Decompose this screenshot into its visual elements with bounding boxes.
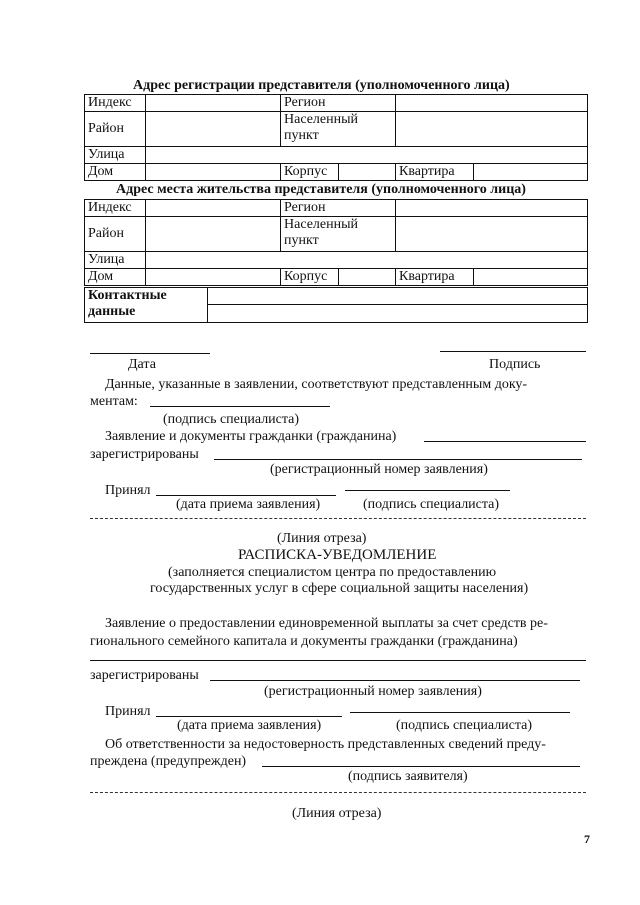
cut-line-bottom bbox=[90, 792, 586, 793]
house-label: Дом bbox=[85, 269, 146, 286]
receipt-body-line2: гионального семейного капитала и документы гражданки (гражданина) bbox=[90, 634, 518, 649]
receipt-subtitle-line1: (заполняется специалистом центра по предоставлению bbox=[168, 565, 497, 580]
receipt-acceptance-date-caption: (дата приема заявления) bbox=[177, 718, 322, 733]
receipt-citizen-name-line[interactable] bbox=[90, 660, 586, 661]
receipt-title: РАСПИСКА-УВЕДОМЛЕНИЕ bbox=[238, 547, 437, 563]
residence-address-title: Адрес места жительства представителя (уполномоченного лица) bbox=[116, 182, 526, 197]
building-label: Корпус bbox=[281, 269, 396, 286]
cut-line-top bbox=[90, 518, 586, 519]
signature-line[interactable] bbox=[440, 351, 586, 352]
district-label: Район bbox=[85, 217, 146, 252]
specialist-signature-line[interactable] bbox=[150, 406, 330, 407]
acceptance-date-caption: (дата приема заявления) bbox=[176, 497, 321, 512]
index-field[interactable] bbox=[146, 200, 281, 217]
index-label: Индекс bbox=[85, 200, 146, 217]
applicant-signature-caption: (подпись заявителя) bbox=[348, 769, 468, 784]
region-label: Регион bbox=[281, 200, 396, 217]
receipt-reg-number-caption: (регистрационный номер заявления) bbox=[264, 684, 482, 699]
house-field[interactable] bbox=[146, 269, 281, 286]
street-field[interactable] bbox=[146, 252, 588, 269]
district-field[interactable] bbox=[146, 217, 281, 252]
registration-address-table bbox=[84, 94, 588, 181]
liability-line1: Об ответственности за недостоверность представленных сведений преду- bbox=[105, 737, 546, 752]
cut-line-caption: (Линия отреза) bbox=[277, 531, 367, 546]
receipt-accepted-label: Принял bbox=[105, 704, 151, 719]
accepted-label: Принял bbox=[105, 483, 151, 498]
reg-number-caption: (регистрационный номер заявления) bbox=[270, 462, 488, 477]
date-label: Дата bbox=[128, 357, 156, 372]
district-label: Район bbox=[85, 112, 146, 147]
receipt-reg-number-line[interactable] bbox=[210, 680, 580, 681]
residence-address-table bbox=[84, 199, 588, 286]
acceptance-signature-line[interactable] bbox=[345, 490, 510, 491]
region-label: Регион bbox=[281, 95, 396, 112]
liability-line2: преждена (предупрежден) bbox=[90, 754, 247, 769]
settlement-label: Населенный пункт bbox=[281, 112, 396, 147]
street-label: Улица bbox=[85, 147, 146, 164]
citizen-name-line[interactable] bbox=[424, 441, 586, 442]
signature-label: Подпись bbox=[489, 357, 541, 372]
house-label: Дом bbox=[85, 164, 146, 181]
index-label: Индекс bbox=[85, 95, 146, 112]
receipt-subtitle-line2: государственных услуг в сфере социальной защиты населения) bbox=[150, 581, 529, 596]
page-number: 7 bbox=[584, 832, 590, 846]
specialist-signature-caption: (подпись специалиста) bbox=[163, 412, 300, 427]
applicant-signature-line[interactable] bbox=[262, 766, 580, 767]
house-field[interactable] bbox=[146, 164, 281, 181]
building-label: Корпус bbox=[281, 164, 396, 181]
settlement-label: Населенный пункт bbox=[281, 217, 396, 252]
contacts-label: Контактные данные bbox=[85, 288, 208, 323]
acceptance-signature-caption: (подпись специалиста) bbox=[363, 497, 500, 512]
apartment-label: Квартира bbox=[396, 164, 588, 181]
receipt-acceptance-signature-line[interactable] bbox=[350, 712, 570, 713]
settlement-field[interactable] bbox=[396, 217, 588, 252]
street-label: Улица bbox=[85, 252, 146, 269]
region-field[interactable] bbox=[396, 95, 588, 112]
district-field[interactable] bbox=[146, 112, 281, 147]
contacts-table bbox=[84, 287, 588, 323]
street-field[interactable] bbox=[146, 147, 588, 164]
registered-label: зарегистрированы bbox=[90, 447, 199, 462]
cut-line-bottom-caption: (Линия отреза) bbox=[292, 806, 382, 821]
application-registered-line1: Заявление и документы гражданки (гражданина) bbox=[105, 429, 397, 444]
docs-match-line2: ментам: bbox=[90, 394, 138, 409]
settlement-field[interactable] bbox=[396, 112, 588, 147]
reg-number-line[interactable] bbox=[214, 459, 582, 460]
contacts-field[interactable] bbox=[208, 288, 588, 323]
receipt-registered-label: зарегистрированы bbox=[90, 668, 199, 683]
apartment-label: Квартира bbox=[396, 269, 588, 286]
registration-address-title: Адрес регистрации представителя (уполномоченного лица) bbox=[133, 78, 510, 93]
docs-match-line1: Данные, указанные в заявлении, соответствуют представленным доку- bbox=[105, 377, 528, 392]
receipt-specialist-signature-caption: (подпись специалиста) bbox=[396, 718, 533, 733]
region-field[interactable] bbox=[396, 200, 588, 217]
index-field[interactable] bbox=[146, 95, 281, 112]
date-line[interactable] bbox=[90, 353, 210, 354]
receipt-body-line1: Заявление о предоставлении единовременной выплаты за счет средств ре- bbox=[105, 616, 548, 631]
